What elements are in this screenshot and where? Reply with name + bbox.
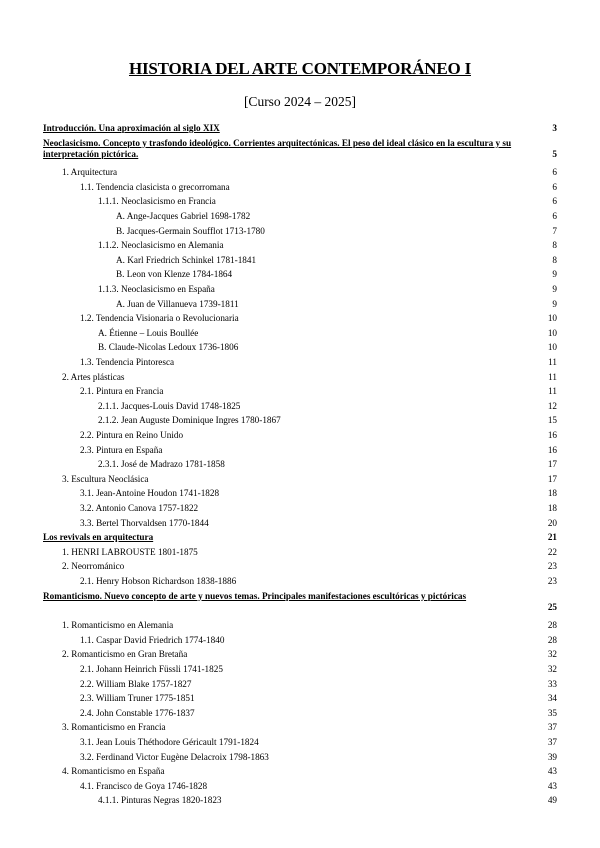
toc-entry-page: 23 [547, 576, 557, 586]
toc-entry-title: A. Étienne – Louis Boullée [98, 327, 199, 338]
toc-entry-page: 10 [547, 342, 557, 353]
toc-entry-page: 16 [547, 430, 557, 440]
toc-entry-title: 2.1. Johann Heinrich Füssli 1741-1825 [80, 664, 223, 674]
toc-entry-title: 4.1.1. Pinturas Negras 1820-1823 [98, 795, 222, 806]
toc-entry-page: 9 [552, 269, 557, 280]
toc-entry-page: 18 [547, 488, 557, 499]
toc-entry-title: 1. Arquitectura [62, 167, 118, 178]
toc-entry-title: 3. Escultura Neoclásica [62, 473, 149, 484]
toc-entry-title: 2.1. Henry Hobson Richardson 1838-1886 [80, 576, 237, 586]
toc-entry-page: 7 [552, 225, 557, 236]
toc-entry-page: 28 [547, 620, 557, 631]
toc-entry-page: 17 [547, 459, 557, 470]
toc-entry-page: 11 [548, 357, 557, 367]
toc-entry-page: 35 [547, 707, 557, 718]
toc-entry-title: 3.2. Antonio Canova 1757-1822 [80, 503, 199, 513]
toc-entry-page: 11 [548, 371, 557, 382]
toc-entry-title: 2.1.2. Jean Auguste Dominique Ingres 1780-1867 [98, 415, 281, 426]
toc-entry-page: 49 [547, 795, 557, 806]
toc-entry-page: 20 [547, 517, 557, 528]
toc-entry-page: 10 [547, 313, 557, 324]
toc-entry-page: 22 [547, 546, 557, 557]
toc-entry-title: A. Karl Friedrich Schinkel 1781-1841 [116, 254, 257, 265]
toc-entry-title: Romanticismo. Nuevo concepto de arte y nuevos temas. Principales manifestaciones escultóricas y pictóricas [43, 590, 467, 601]
toc-entry-title: 3.1. Jean-Antoine Houdon 1741-1828 [80, 488, 220, 499]
toc-entry-page: 17 [547, 473, 557, 484]
toc-entry-page: 12 [547, 400, 557, 411]
toc-entry-title: 4.1. Francisco de Goya 1746-1828 [80, 780, 208, 791]
toc-entry-page: 25 [547, 601, 557, 612]
toc-entry-title: 3.2. Ferdinand Victor Eugène Delacroix 1798-1863 [80, 751, 269, 762]
toc-entry-page: 8 [552, 254, 557, 265]
toc-entry-title: 2.2. William Blake 1757-1827 [80, 678, 192, 689]
toc-entry-page: 23 [547, 561, 557, 572]
toc-entry-page: 32 [547, 664, 557, 674]
toc-entry-title: 1.1.2. Neoclasicismo en Alemania [98, 240, 224, 251]
toc-entry-page: 6 [552, 167, 557, 178]
toc-entry-page: 6 [552, 196, 557, 207]
toc-entry-title: B. Jacques-Germain Soufflot 1713-1780 [116, 225, 265, 236]
toc-entry-page: 21 [547, 532, 557, 543]
toc-entry-title: 3.3. Bertel Thorvaldsen 1770-1844 [80, 517, 209, 528]
toc-entry-page: 43 [547, 766, 557, 777]
toc-entry-title: 2.3. Pintura en España [80, 444, 163, 455]
toc-entry-title: Los revivals en arquitectura [43, 532, 154, 543]
toc-entry-page: 5 [552, 148, 557, 159]
toc-entry-title: A. Juan de Villanueva 1739-1811 [116, 298, 239, 309]
toc-entry-page: 16 [547, 444, 557, 455]
toc-entry-page: 6 [552, 181, 557, 192]
toc-entry-title: 1. HENRI LABROUSTE 1801-1875 [62, 546, 198, 557]
toc-entry-title: 2.1.1. Jacques-Louis David 1748-1825 [98, 400, 241, 411]
toc-entry-page: 33 [547, 678, 557, 689]
toc-entry-page: 9 [552, 284, 557, 294]
toc-entry-page: 9 [552, 298, 557, 309]
toc-entry-page: 32 [547, 649, 557, 660]
toc-entry-title: A. Ange-Jacques Gabriel 1698-1782 [116, 211, 251, 221]
toc-entry-title: 1.1.1. Neoclasicismo en Francia [98, 196, 216, 207]
toc-entry-page: 6 [552, 211, 557, 221]
document-title: HISTORIA DEL ARTE CONTEMPORÁNEO I [128, 59, 471, 78]
toc-entry-page: 39 [547, 751, 557, 762]
toc-entry-title: 1.1. Caspar David Friedrich 1774-1840 [80, 634, 225, 645]
toc-entry-title: 3. Romanticismo en Francia [62, 722, 166, 733]
toc-entry-title: 2.4. John Constable 1776-1837 [80, 707, 195, 718]
toc-entry-page: 11 [548, 386, 557, 397]
toc-entry-page: 37 [547, 722, 557, 733]
toc-entry-title: 1. Romanticismo en Alemania [62, 620, 174, 631]
toc-entry-title: B. Leon von Klenze 1784-1864 [116, 269, 233, 280]
toc-entry-page: 3 [552, 123, 557, 133]
toc-entry-title: 1.1. Tendencia clasicista o grecorromana [80, 181, 230, 192]
toc-entry-title: Introducción. Una aproximación al siglo XIX [43, 123, 220, 133]
toc-entry-title: 1.1.3. Neoclasicismo en España [98, 284, 215, 294]
toc-entry-page: 37 [547, 737, 557, 747]
toc-entry-title: 1.2. Tendencia Visionaria o Revolucionaria [80, 313, 239, 324]
toc-entry-title: 4. Romanticismo en España [62, 766, 165, 777]
toc-entry-title: 2. Artes plásticas [62, 371, 125, 382]
toc-entry-title: 2.1. Pintura en Francia [80, 386, 164, 397]
course-subtitle: [Curso 2024 – 2025] [243, 94, 357, 109]
toc-entry-page: 28 [547, 634, 557, 645]
toc-entry-title: 2. Romanticismo en Gran Bretaña [62, 649, 188, 660]
toc-entry-page: 18 [547, 503, 557, 513]
toc-entry-title: Neoclasicismo. Concepto y trasfondo ideológico. Corrientes arquitectónicas. El peso del ideal clásico en la escultura y su interpretación pictórica. [43, 137, 512, 159]
toc-entry-page: 43 [547, 780, 557, 791]
toc-entry-title: B. Claude-Nicolas Ledoux 1736-1806 [98, 342, 239, 353]
toc-entry-page: 10 [547, 327, 557, 338]
toc-entry-page: 15 [547, 415, 557, 426]
toc-entry-title: 1.3. Tendencia Pintoresca [80, 357, 175, 367]
toc-entry-title: 2.3. William Truner 1775-1851 [80, 693, 195, 704]
toc-entry-page: 8 [552, 240, 557, 251]
toc-entry-title: 2.3.1. José de Madrazo 1781-1858 [98, 459, 225, 470]
toc-entry-page: 34 [547, 693, 557, 704]
toc-entry-title: 2. Neorrománico [62, 561, 125, 572]
toc-entry-title: 3.1. Jean Louis Théthodore Géricault 1791-1824 [80, 737, 259, 747]
toc-entry-title: 2.2. Pintura en Reino Unido [80, 430, 184, 440]
